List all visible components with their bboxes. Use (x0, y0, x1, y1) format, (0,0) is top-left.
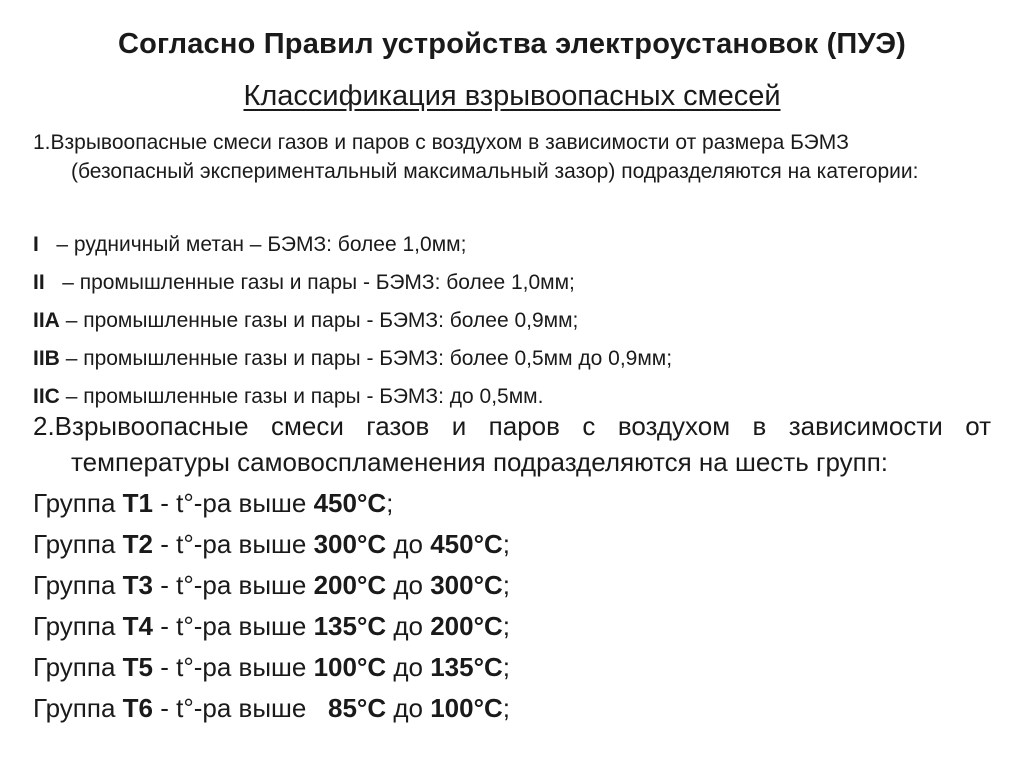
group-code: T5 (122, 652, 153, 682)
group-prefix: Группа (33, 529, 123, 559)
group-temp-from: 200°С (313, 570, 387, 600)
paragraph-first-line: 1.Взрывоопасные смеси газов и паров с воздухом в зависимости от размера БЭМЗ (33, 131, 849, 154)
group-prefix: Группа (33, 611, 123, 641)
page-subtitle: Классификация взрывоопасных смесей (243, 80, 781, 112)
group-code: T2 (122, 529, 153, 559)
group-mid: - t°-ра выше (152, 693, 329, 723)
group-item (33, 483, 991, 524)
category-text: – промышленные газы и пары - БЭМЗ: более 1,0мм; (62, 271, 575, 294)
group-code: T1 (122, 488, 153, 518)
group-item (33, 688, 991, 729)
category-code: IIA (33, 309, 60, 332)
group-mid: - t°-ра выше (152, 652, 314, 682)
category-list (33, 226, 991, 416)
group-temp-from: 450°С (313, 488, 387, 518)
group-code: T4 (122, 611, 153, 641)
group-mid: - t°-ра выше (152, 529, 314, 559)
paragraph-continuation: (безопасный экспериментальный максимальный зазор) подразделяются на категории: (71, 160, 919, 183)
group-item (33, 606, 991, 647)
group-mid: - t°-ра выше (152, 488, 314, 518)
group-to-word: до (386, 611, 431, 641)
group-mid: - t°-ра выше (152, 570, 314, 600)
group-end: ; (386, 488, 394, 518)
group-end: ; (502, 570, 510, 600)
category-code: I (33, 233, 39, 256)
group-to-word: до (386, 529, 431, 559)
group-item (33, 565, 991, 606)
category-item (33, 302, 991, 340)
group-temp-to: 450°С (430, 529, 503, 559)
category-item (33, 264, 991, 302)
group-temp-to: 300°С (430, 570, 503, 600)
group-temp-from: 300°С (313, 529, 387, 559)
page-title: Согласно Правил устройства электроустановок (ПУЭ) (117, 28, 907, 60)
group-prefix: Группа (33, 488, 123, 518)
category-text: – промышленные газы и пары - БЭМЗ: более 0,9мм; (65, 309, 579, 332)
group-mid: - t°-ра выше (152, 611, 314, 641)
paragraph-first-line: 2.Взрывоопасные смеси газов и паров с воздухом в зависимости от (33, 411, 991, 441)
group-end: ; (502, 652, 510, 682)
group-prefix: Группа (33, 570, 123, 600)
group-to-word: до (386, 693, 431, 723)
temperature-group-list (33, 483, 991, 729)
group-temp-to: 200°С (430, 611, 503, 641)
category-text: – рудничный метан – БЭМЗ: более 1,0мм; (56, 233, 467, 256)
group-code: T3 (122, 570, 153, 600)
paragraph-continuation: температуры самовоспламенения подразделяются на шесть групп: (71, 447, 888, 477)
group-prefix: Группа (33, 652, 123, 682)
group-temp-from: 85°С (328, 693, 387, 723)
paragraph-groups-intro (33, 408, 991, 480)
group-end: ; (502, 529, 510, 559)
group-temp-from: 100°С (313, 652, 387, 682)
paragraph-categories-intro (33, 128, 991, 186)
group-item (33, 647, 991, 688)
category-item (33, 226, 991, 264)
category-item (33, 340, 991, 378)
group-prefix: Группа (33, 693, 123, 723)
group-temp-to: 100°С (430, 693, 503, 723)
group-end: ; (502, 611, 510, 641)
group-to-word: до (386, 652, 431, 682)
group-temp-from: 135°С (313, 611, 387, 641)
group-to-word: до (386, 570, 431, 600)
group-code: T6 (122, 693, 153, 723)
group-item (33, 524, 991, 565)
category-code: II (33, 271, 45, 294)
category-text: – промышленные газы и пары - БЭМЗ: более 0,5мм до 0,9мм; (65, 347, 673, 370)
group-end: ; (502, 693, 510, 723)
group-temp-to: 135°С (430, 652, 503, 682)
category-text: – промышленные газы и пары - БЭМЗ: до 0,5мм. (65, 385, 544, 408)
category-code: IIC (33, 385, 60, 408)
category-code: IIB (33, 347, 60, 370)
